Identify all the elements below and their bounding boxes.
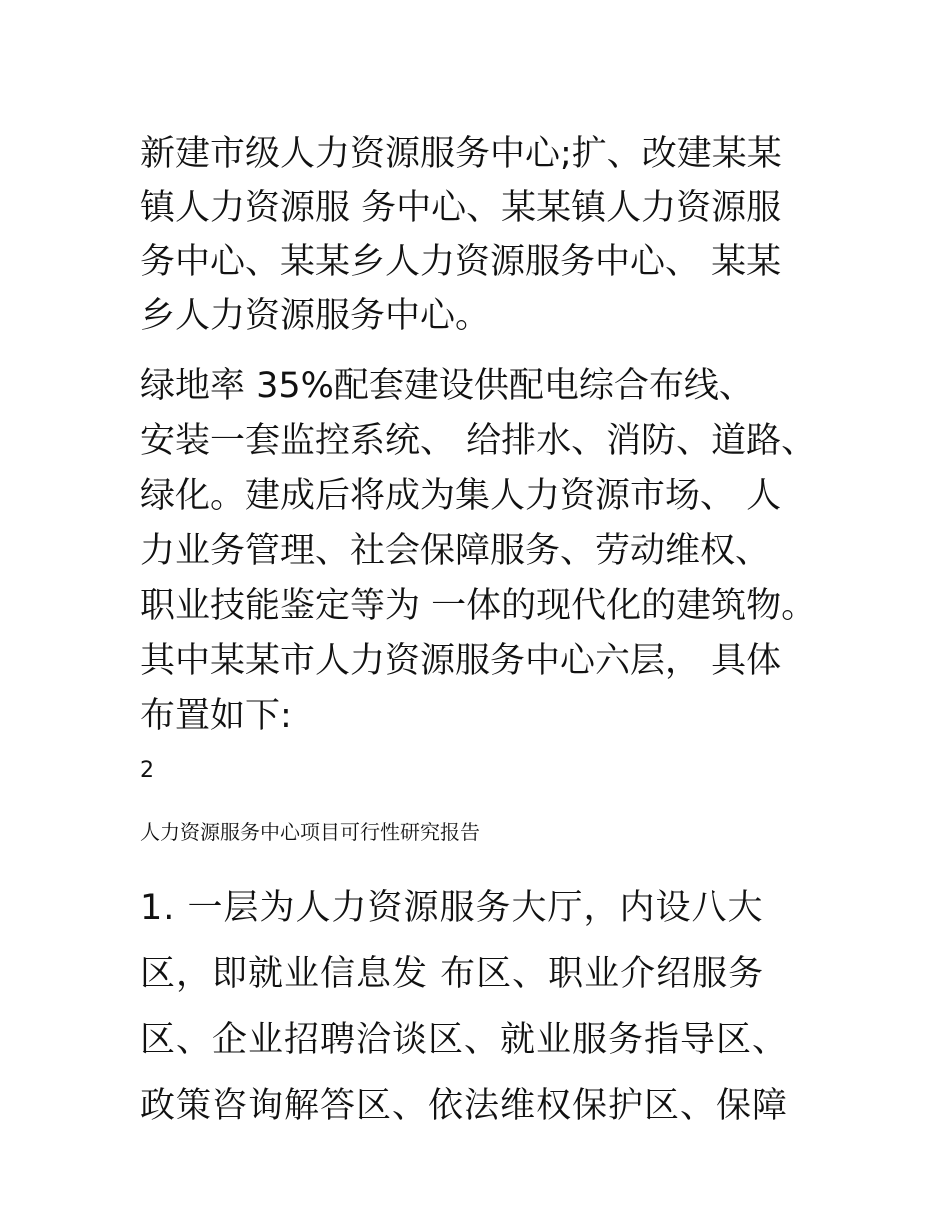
text-line: 绿地率 35%配套建设供配电综合布线、	[140, 366, 754, 406]
text-line: 政策咨询解答区、依法维权保护区、保障	[140, 1086, 789, 1126]
text-line: 绿化。建成后将成为集人力资源市场、 人	[140, 476, 782, 516]
page-number: 2	[140, 758, 154, 783]
text-line: 力业务管理、社会保障服务、劳动维权、	[140, 531, 771, 571]
text-line: 新建市级人力资源服务中心;扩、改建某某	[140, 134, 782, 174]
text-line: 职业技能鉴定等为 一体的现代化的建筑物。	[140, 586, 817, 626]
text-line: 其中某某市人力资源服务中心六层， 具体	[140, 641, 782, 681]
text-line: 区，即就业信息发 布区、职业介绍服务	[140, 954, 765, 994]
text-line: 安装一套监控系统、 给排水、消防、道路、	[140, 421, 817, 461]
text-line: 布置如下:	[140, 696, 292, 736]
text-line: 乡人力资源服务中心。	[140, 296, 491, 336]
text-line: 镇人力资源服 务中心、某某镇人力资源服	[140, 188, 782, 228]
text-line: 区、企业招聘洽谈区、就业服务指导区、	[140, 1020, 789, 1060]
text-line: 务中心、某某乡人力资源服务中心、 某某	[140, 242, 782, 282]
running-header: 人力资源服务中心项目可行性研究报告	[140, 820, 480, 844]
text-line: 1. 一层为人力资源服务大厅，内设八大	[140, 888, 764, 928]
